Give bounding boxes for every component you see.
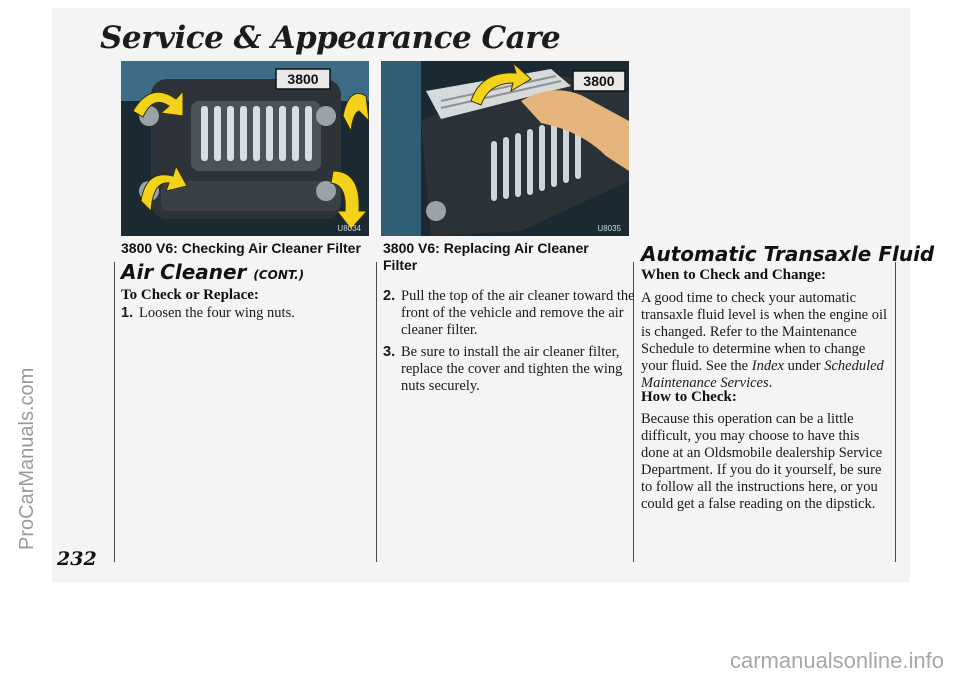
- air-cleaner-photo-2: [381, 61, 629, 236]
- step-text: Pull the top of the air cleaner toward the front of the vehicle and remove the air cleaner filter.: [401, 288, 635, 338]
- paragraph-text: .: [768, 375, 773, 391]
- bottom-watermark: carmanualsonline.info: [729, 648, 944, 673]
- page-number: 232: [57, 548, 97, 570]
- step-3: [383, 344, 646, 395]
- figure-caption-1: 3800 V6: Checking Air Cleaner Filter: [121, 240, 361, 256]
- section-heading-transaxle: Automatic Transaxle Fluid: [641, 242, 935, 266]
- air-cleaner-illustration-2: [381, 61, 629, 236]
- air-cleaner-illustration-1: [121, 61, 369, 236]
- air-cleaner-heading-text: Air Cleaner: [121, 260, 247, 284]
- step-number: 3.: [383, 344, 396, 360]
- figure-code-1: U8034: [337, 224, 361, 233]
- continued-label: (CONT.): [253, 268, 305, 282]
- left-margin-rule: [114, 262, 115, 562]
- paragraph-text: A good time to check your automatic transaxle fluid level is when the engine oil is changed. Refer to the Maintenance Schedule to determine when to change your fluid. See the: [641, 290, 888, 374]
- step-1: [121, 305, 389, 322]
- step-text: Be sure to install the air cleaner filter, replace the cover and tighten the wing nuts securely.: [401, 344, 623, 394]
- subheading-how-to-check: How to Check:: [641, 389, 737, 405]
- figure-code-2: U8035: [597, 224, 621, 233]
- section-heading-air-cleaner: [121, 260, 304, 284]
- air-cleaner-photo-1: [121, 61, 369, 236]
- page-title: Service & Appearance Care: [100, 20, 561, 56]
- paragraph-when-to-check: [641, 290, 891, 392]
- step-text: Loosen the four wing nuts.: [139, 305, 295, 321]
- subheading-when-to-check: When to Check and Change:: [641, 267, 827, 283]
- side-watermark-text: ProCarManuals.com: [16, 367, 38, 550]
- step-2: [383, 288, 646, 339]
- step-number: 1.: [121, 305, 134, 321]
- engine-badge-1: 3800: [287, 71, 319, 87]
- index-reference: Index: [751, 358, 784, 374]
- side-watermark: [16, 130, 42, 550]
- maintenance-services-reference: Scheduled Maintenance Services: [641, 358, 884, 391]
- engine-badge-2: 3800: [583, 73, 615, 89]
- paragraph-text: under: [783, 358, 825, 374]
- subheading-check-replace: To Check or Replace:: [121, 287, 259, 303]
- right-margin-rule: [895, 262, 896, 562]
- figure-caption-2: 3800 V6: Replacing Air Cleaner Filter: [383, 240, 589, 273]
- step-number: 2.: [383, 288, 396, 304]
- paragraph-how-to-check: Because this operation can be a little difficult, you may choose to have this done at an Oldsmobile dealership Service Department. If you do it yourself, be sure to follow all the instructions here, or you could get a false reading on the dipstick.: [641, 411, 883, 512]
